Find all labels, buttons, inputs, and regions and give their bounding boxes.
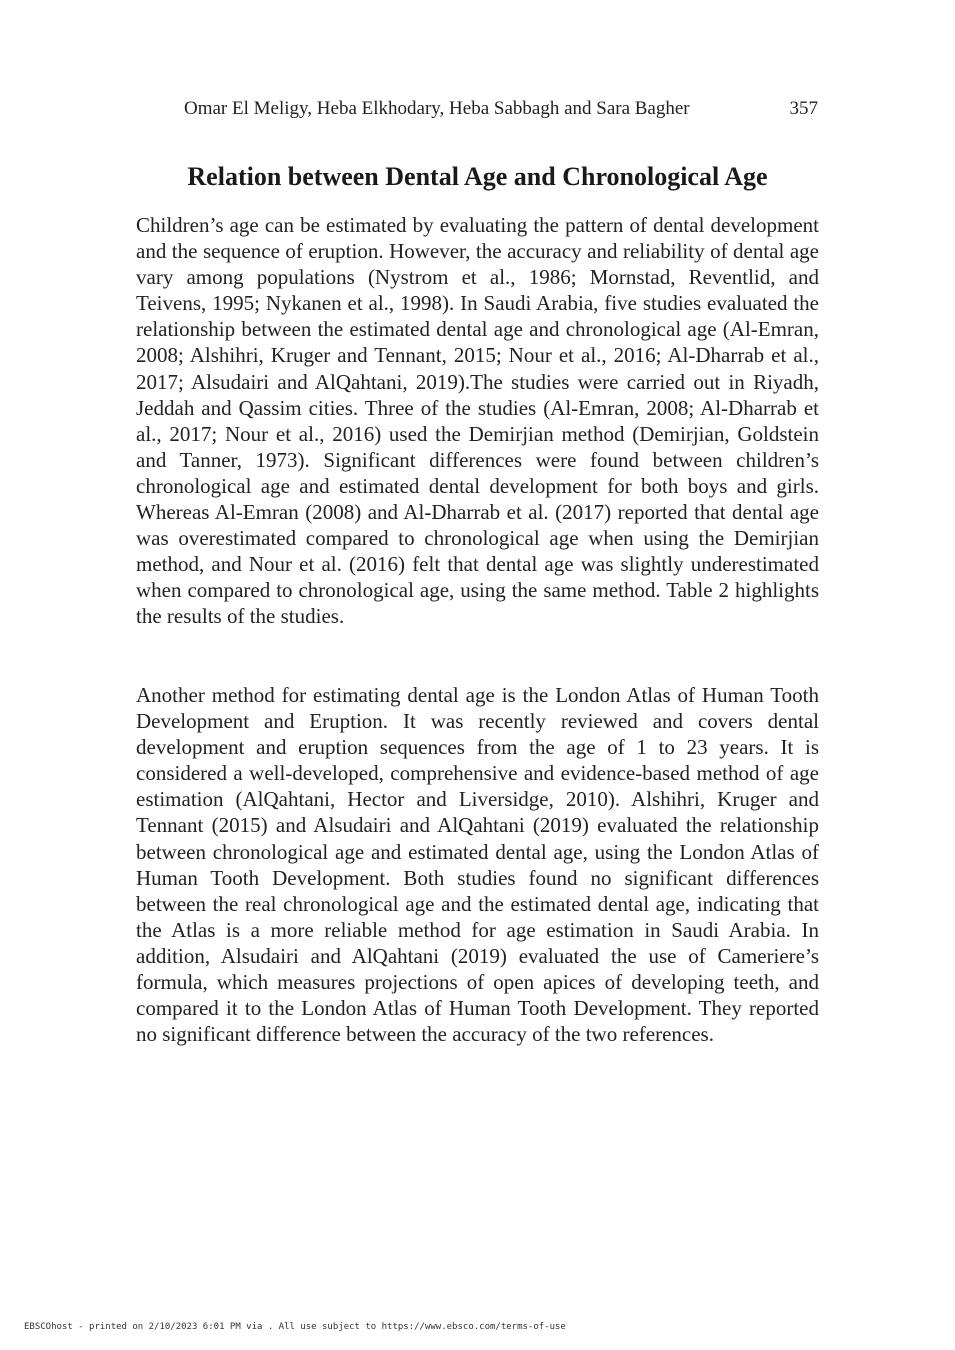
body-paragraph-1: Children’s age can be estimated by evaluating the pattern of dental development and the sequence of eruption. However, the accuracy and reliability of dental age vary among populations (Nystrom et al., 1986; Mornstad, Reventlid, and Teivens, 1995; Nykanen et al., 1998). In Saudi Arabia, five studies evaluated the relationship between the estimated dental age and chronological age (Al-Emran, 2008; Alshihri, Kruger and Tennant, 2015; Nour et al., 2016; Al-Dharrab et al., 2017; Alsudairi and AlQahtani, 2019).The studies were carried out in Riyadh, Jeddah and Qassim cities. Three of the studies (Al-Emran, 2008; Al-Dharrab et al., 2017; Nour et al., 2016) used the Demirjian method (Demirjian, Goldstein and Tanner, 1973). Significant differences were found between children’s chronological age and estimated dental development for both boys and girls. Whereas Al-Emran (2008) and Al-Dharrab et al. (2017) reported that dental age was overestimated compared to chronological age when using the Demirjian method, and Nour et al. (2016) felt that dental age was slightly underestimated when compared to chronological age, using the same method. Table 2 highlights the results of the studies. — [136, 213, 819, 629]
page-number: 357 — [789, 98, 818, 119]
running-header — [184, 96, 818, 122]
section-title: Relation between Dental Age and Chronological Age — [187, 162, 768, 191]
print-footer-note: EBSCOhost - printed on 2/10/2023 6:01 PM via . All use subject to https://www.ebsco.com/terms-of-use — [24, 1322, 566, 1332]
header-authors: Omar El Meligy, Heba Elkhodary, Heba Sabbagh and Sara Bagher — [184, 98, 690, 119]
body-paragraph-2: Another method for estimating dental age is the London Atlas of Human Tooth Development and Eruption. It was recently reviewed and covers dental development and eruption sequences from the age of 1 to 23 years. It is considered a well-developed, comprehensive and evidence-based method of age estimation (AlQahtani, Hector and Liversidge, 2010). Alshihri, Kruger and Tennant (2015) and Alsudairi and AlQahtani (2019) evaluated the relationship between chronological age and estimated dental age, using the London Atlas of Human Tooth Development. Both studies found no significant differences between the real chronological age and the estimated dental age, indicating that the Atlas is a more reliable method for age estimation in Saudi Arabia. In addition, Alsudairi and AlQahtani (2019) evaluated the use of Cameriere’s formula, which measures projections of open apices of developing teeth, and compared it to the London Atlas of Human Tooth Development. They reported no significant difference between the accuracy of the two references. — [136, 683, 819, 1047]
